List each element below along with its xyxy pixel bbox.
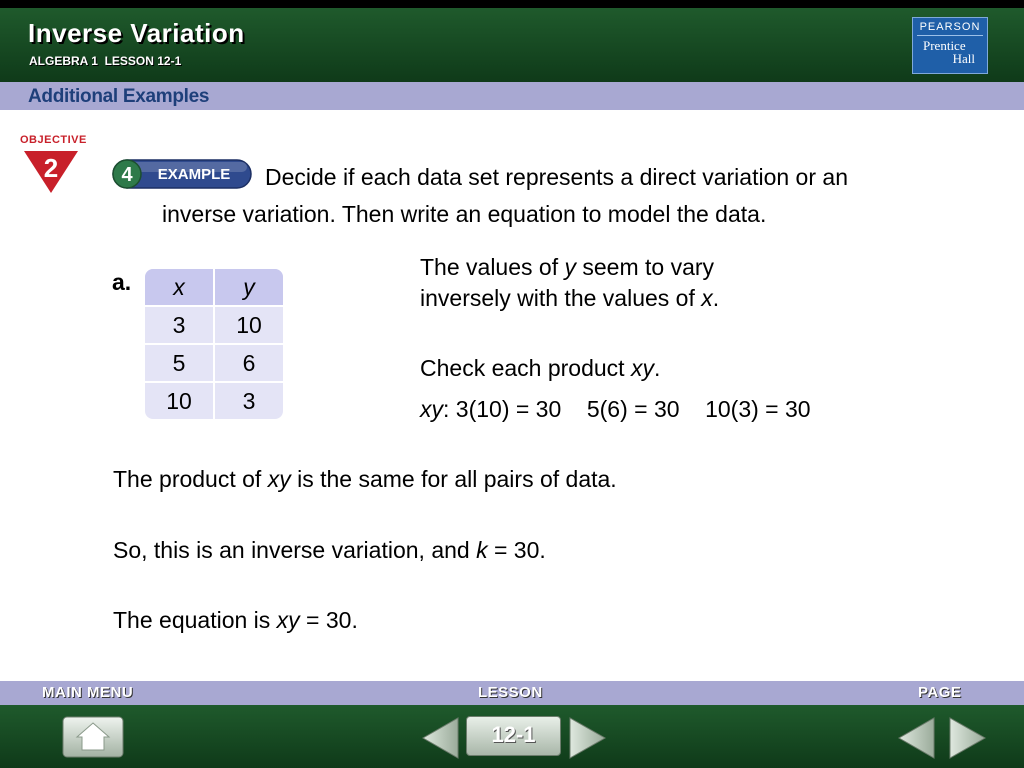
arrow-left-icon [423,718,458,758]
lesson-next-button[interactable] [566,716,608,760]
variable-k: k [476,537,488,563]
table-cell: 3 [145,305,215,343]
text-segment: = 30. [487,537,546,563]
table-cell: 3 [215,381,283,419]
example-number: 4 [121,164,133,186]
lesson-label: LESSON [478,684,543,701]
arrow-right-icon [950,718,985,758]
table-cell: 6 [215,343,283,381]
objective-label: OBJECTIVE [20,134,87,146]
logo-line-1: PEARSON [919,21,981,33]
objective-triangle-icon [20,147,82,195]
explanation-line-1 [420,252,714,282]
header-bar [0,8,1024,82]
example-prompt-line-2: inverse variation. Then write an equation to model the data. [162,201,767,227]
variable-y: y [564,254,576,280]
text-segment: seem to vary [575,254,715,280]
text-segment: inversely with the values of [420,285,702,311]
table-cell: 10 [145,381,215,419]
example-badge [111,158,253,190]
variable-xy: xy [276,607,300,633]
arrow-right-icon [570,718,605,758]
data-table [145,269,283,419]
text-segment: So, this is an inverse variation, and [113,537,477,563]
column-header-x: x [145,269,215,305]
top-border [0,0,1024,8]
explanation-line-3 [420,353,660,383]
page-label: PAGE [918,684,962,701]
page-title: Inverse Variation [28,18,245,48]
table-row [145,343,283,381]
lesson-subtitle: ALGEBRA 1 LESSON 12-1 [29,54,182,68]
text-segment: The values of [420,254,565,280]
explanation-line-2 [420,283,719,313]
text-segment: The product of [113,466,268,492]
conclusion-line-1 [113,464,617,494]
table-row [145,305,283,343]
variable-xy: xy [267,466,291,492]
text-segment: . [712,285,720,311]
variable-x: x [701,285,713,311]
page-previous-button[interactable] [896,716,938,760]
column-header-y: y [215,269,283,305]
table-cell: 10 [215,305,283,343]
logo-divider [917,35,983,36]
objective-number: 2 [43,153,59,183]
text-segment: The equation is [113,607,277,633]
section-band [0,82,1024,110]
table-header-row [145,269,283,305]
product-checks: : 3(10) = 30 5(6) = 30 10(3) = 30 [443,396,811,422]
section-label: Additional Examples [28,86,210,107]
logo-line-3: Hall [952,51,975,66]
pearson-logo [912,17,988,74]
text-segment: = 30. [299,607,358,633]
conclusion-line-2 [113,535,546,565]
lesson-number-button[interactable]: 12-1 [466,716,561,756]
main-menu-button[interactable] [62,716,124,758]
example-label: EXAMPLE [157,166,231,183]
table-cell: 5 [145,343,215,381]
text-segment: Check each product [420,355,631,381]
page-next-button[interactable] [946,716,988,760]
explanation-line-4 [420,394,811,424]
text-segment: . [653,355,661,381]
objective-marker [20,134,90,195]
variable-xy: xy [420,396,443,422]
example-prompt-line-1: Decide if each data set represents a direct variation or an [265,164,848,190]
part-label: a. [112,269,132,295]
logo-line-2: Prentice [923,38,966,53]
arrow-left-icon [899,718,934,758]
text-segment: is the same for all pairs of data. [290,466,617,492]
lesson-previous-button[interactable] [420,716,462,760]
footer-label-band [0,681,1024,705]
conclusion-line-3 [113,605,358,635]
variable-xy: xy [630,355,654,381]
table-row [145,381,283,419]
main-menu-label: MAIN MENU [42,684,134,701]
